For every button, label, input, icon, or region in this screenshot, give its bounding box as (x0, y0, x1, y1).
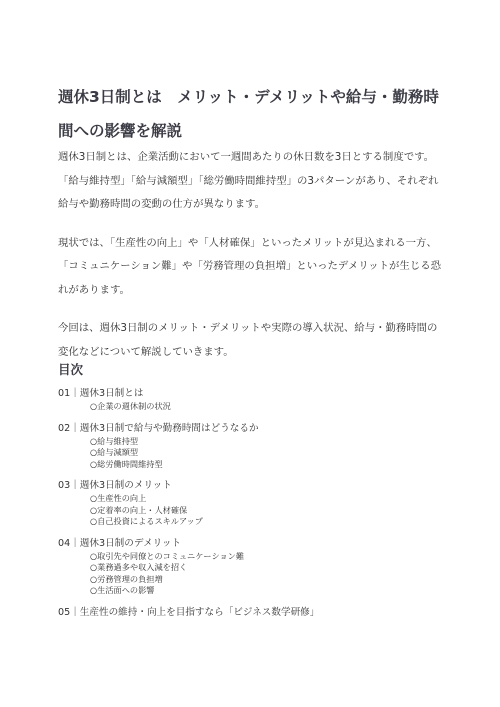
toc-subitem[interactable]: ○業務過多や収入減を招く (90, 562, 188, 572)
toc-section-title[interactable]: 02｜週休3日制で給与や勤務時間はどうなるか (58, 422, 259, 434)
toc-section-title[interactable]: 04｜週休3日制のデメリット (58, 537, 182, 549)
intro-paragraph-2: 現状では、「生産性の向上」や「人材確保」といったメリットが見込まれる一方、「コミュニケーション難」や「労務管理の負担増」といったデメリットが生じる恐れがあります。 (58, 236, 441, 296)
toc-subitem[interactable]: ○給与維持型 (90, 435, 139, 446)
toc-subitem[interactable]: ○企業の週休制の状況 (90, 401, 171, 411)
toc-section-title[interactable]: 01｜週休3日制とは (58, 388, 144, 399)
toc-section-04 (58, 537, 458, 597)
intro-paragraph-3: 今回は、週休3日制のメリット・デメリットや実際の導入状況、給与・勤務時間の変化などについて解説していきます。 (58, 322, 438, 358)
toc-section-title[interactable]: 03｜週休3日制のメリット (58, 480, 172, 491)
page-title: 週休3日制とは メリット・デメリットや給与・勤務時間への影響を解説 (58, 88, 439, 140)
toc-section-title[interactable]: 05｜生産性の維持・向上を目指すなら「ビジネス数学研修」 (58, 606, 320, 618)
toc-section-02 (58, 422, 458, 471)
toc-subitem[interactable]: ○生産性の向上 (90, 493, 147, 503)
toc-heading: 目次 (58, 362, 84, 377)
toc-section-03 (58, 479, 458, 528)
table-of-contents (58, 387, 458, 629)
toc-section-05 (58, 606, 458, 620)
toc-section-01 (58, 387, 458, 413)
intro-body (58, 146, 442, 379)
toc-subitem[interactable]: ○労務管理の負担増 (90, 573, 163, 584)
toc-subitem[interactable]: ○生活面への影響 (90, 585, 155, 595)
toc-subitem[interactable]: ○定着率の向上・人材確保 (90, 504, 188, 515)
toc-subitem[interactable]: ○給与減額型 (90, 447, 139, 457)
toc-subitem[interactable]: ○取引先や同僚とのコミュニケーション難 (90, 550, 245, 561)
toc-subitem[interactable]: ○総労働時間維持型 (90, 458, 163, 469)
toc-subitem[interactable]: ○自己投資によるスキルアップ (90, 516, 203, 526)
intro-paragraph-1: 週休3日制とは、企業活動において一週間あたりの休日数を3日とする制度です。「給与維持型」「給与減額型」「総労働時間維持型」の3パターンがあり、それぞれ給与や勤務時間の変動の仕方が異なります。 (58, 151, 439, 210)
